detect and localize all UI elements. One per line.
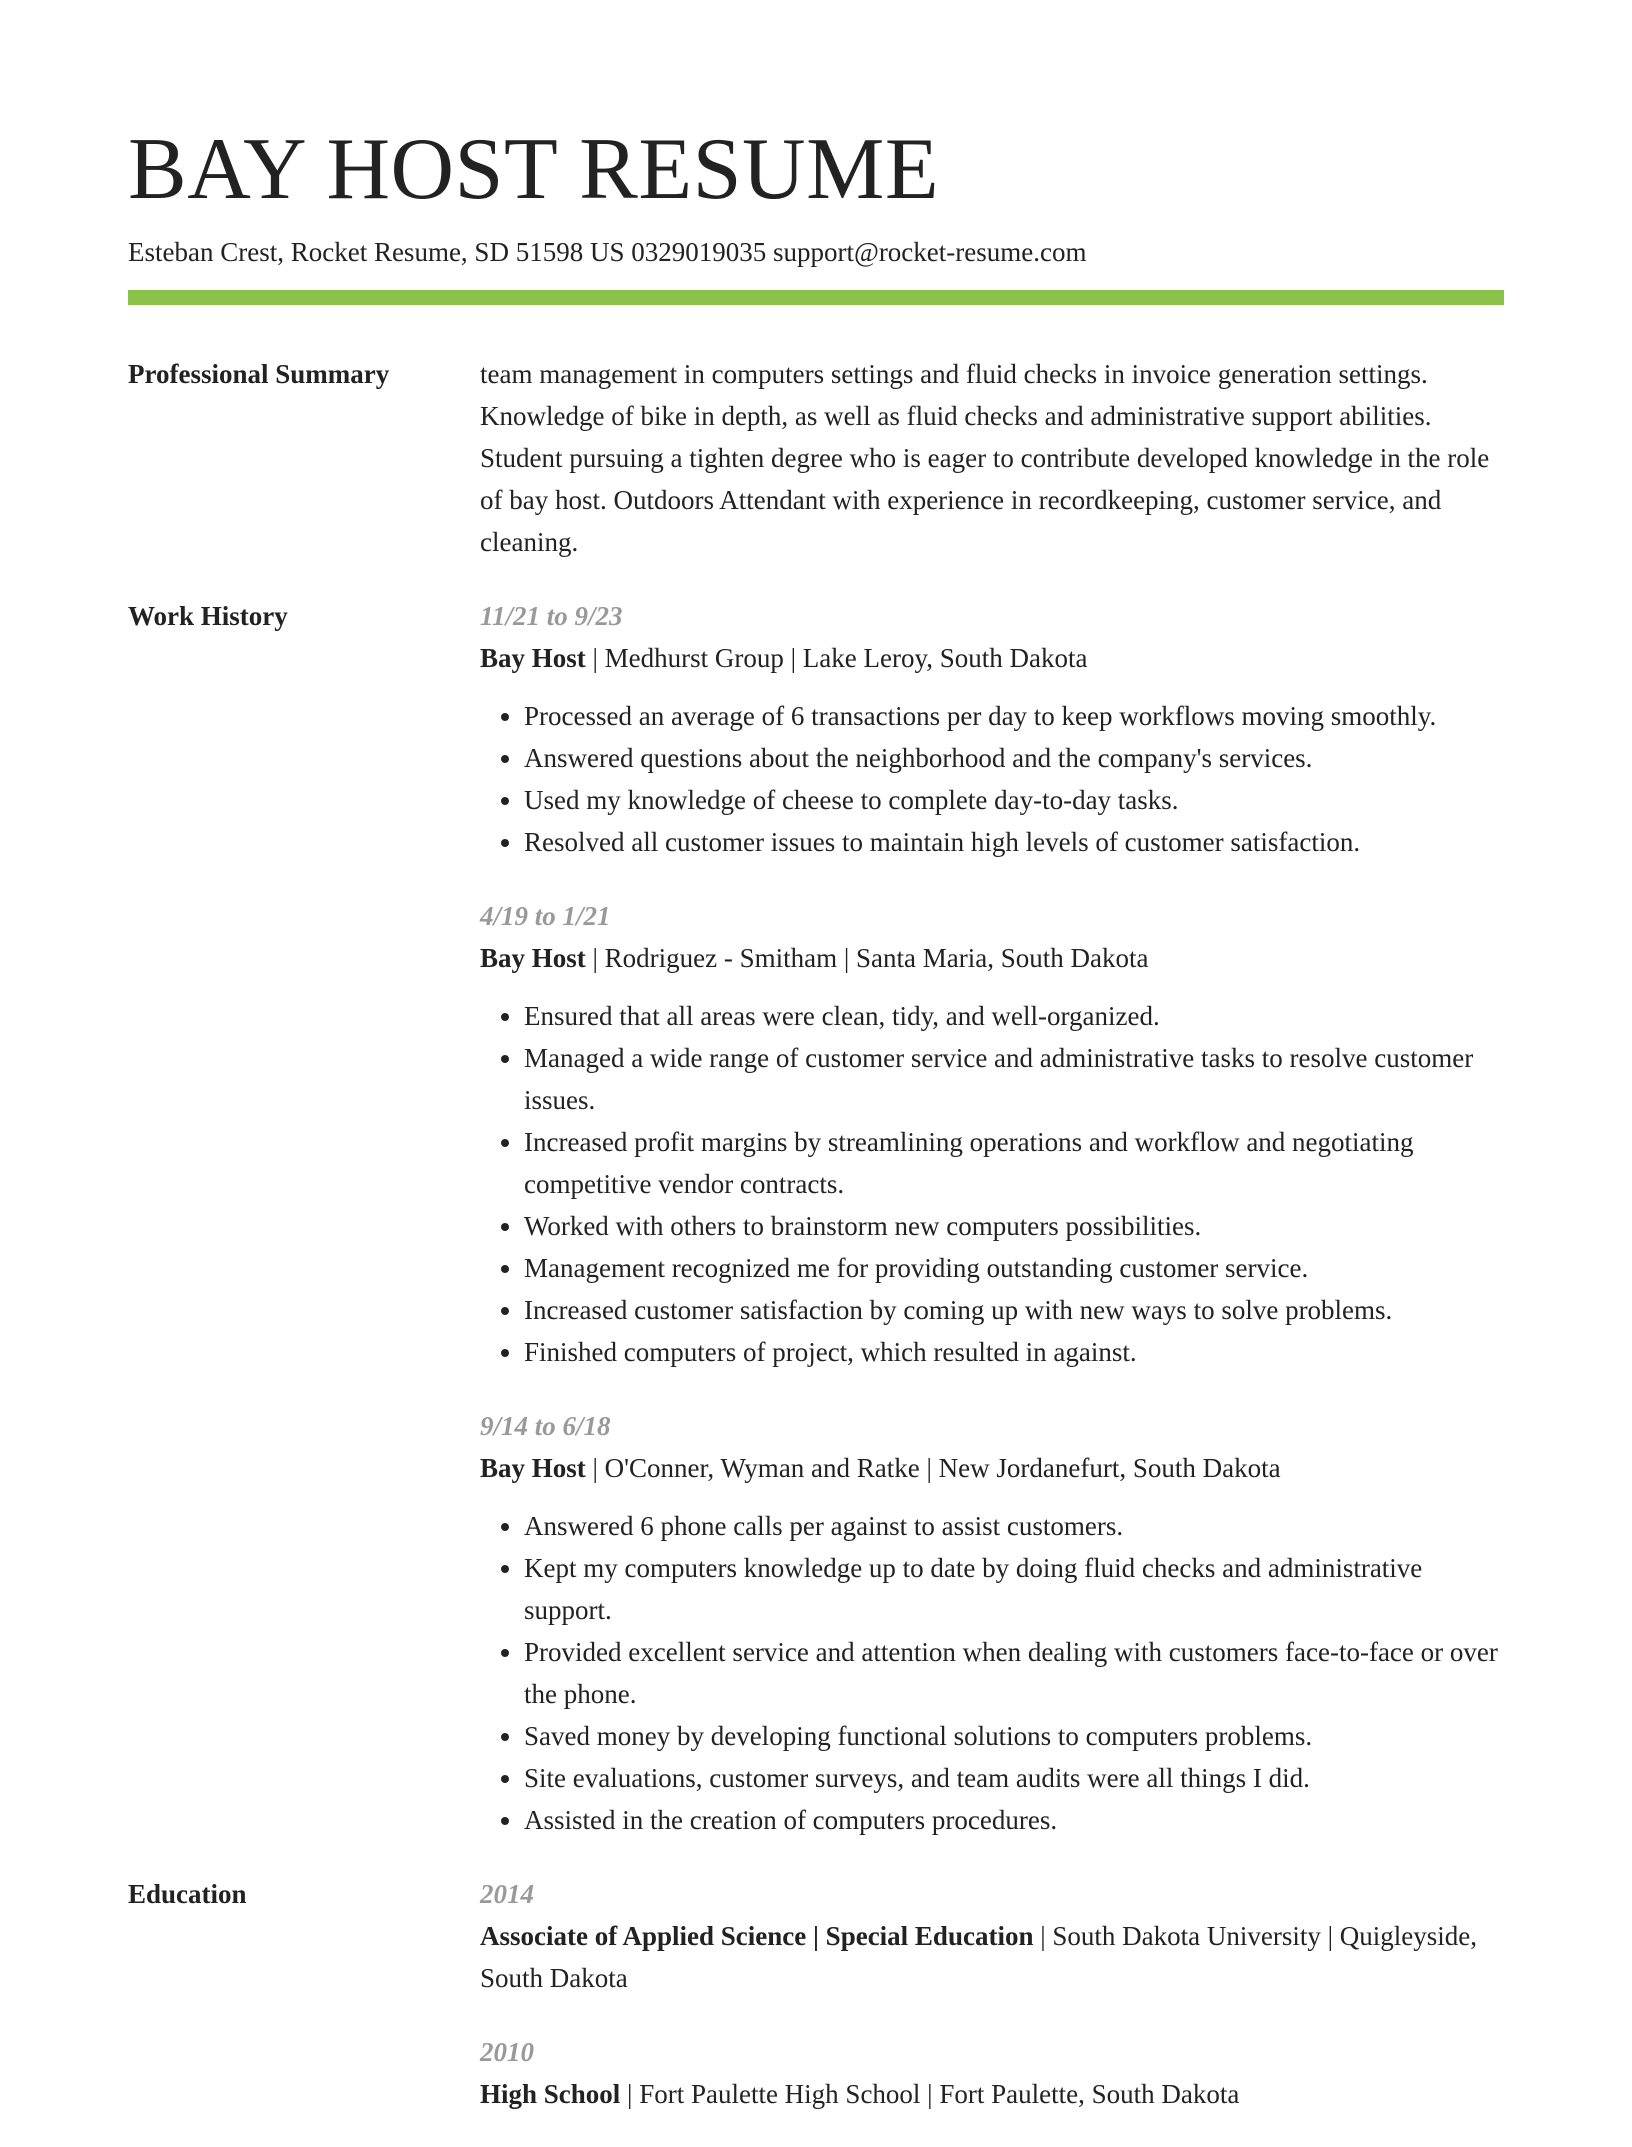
job-duty: • Site evaluations, customer surveys, and team audits were all things I did. bbox=[524, 1757, 1504, 1799]
job-title-line bbox=[480, 937, 1504, 979]
education-entry bbox=[480, 1873, 1504, 1999]
education-year: 2014 bbox=[480, 1879, 534, 1909]
education-degree: High School bbox=[480, 2079, 621, 2109]
resume-title: BAY HOST RESUME bbox=[128, 121, 940, 218]
job-title-line bbox=[480, 1447, 1504, 1489]
job-duty: • Answered 6 phone calls per against to assist customers. bbox=[524, 1505, 1504, 1547]
education-degree: Associate of Applied Science | Special Education bbox=[480, 1921, 1034, 1951]
job-duties bbox=[480, 995, 1504, 1373]
work-history-section bbox=[128, 595, 1504, 1841]
summary-heading: Professional Summary bbox=[128, 359, 390, 389]
contact-line: Esteban Crest, Rocket Resume, SD 51598 US 0329019035 support@rocket-resume.com bbox=[128, 237, 1087, 267]
job-duty: • Resolved all customer issues to maintain high levels of customer satisfaction. bbox=[524, 821, 1504, 863]
job-company-location: | O'Conner, Wyman and Ratke | New Jordanefurt, South Dakota bbox=[585, 1453, 1281, 1483]
job-duty: • Finished computers of project, which resulted in against. bbox=[524, 1331, 1504, 1373]
job-duty: • Increased customer satisfaction by coming up with new ways to solve problems. bbox=[524, 1289, 1504, 1331]
job-duty: • Increased profit margins by streamlining operations and workflow and negotiating competitive vendor contracts. bbox=[524, 1121, 1504, 1205]
job-entry bbox=[480, 1405, 1504, 1841]
education-school-location: | South Dakota University | Quigleyside, South Dakota bbox=[480, 1921, 1477, 1993]
job-title-line bbox=[480, 637, 1504, 679]
summary-section bbox=[128, 353, 1504, 563]
resume-page bbox=[128, 0, 1504, 2147]
job-entry bbox=[480, 595, 1504, 863]
education-year: 2010 bbox=[480, 2037, 534, 2067]
job-duty: • Managed a wide range of customer service and administrative tasks to resolve customer issues. bbox=[524, 1037, 1504, 1121]
header-divider bbox=[128, 290, 1504, 305]
job-company-location: | Medhurst Group | Lake Leroy, South Dakota bbox=[585, 643, 1088, 673]
education-section bbox=[128, 1873, 1504, 2147]
job-role: Bay Host bbox=[480, 1453, 586, 1483]
job-duties bbox=[480, 695, 1504, 863]
summary-text: team management in computers settings and fluid checks in invoice generation settings. Knowledge of bike in depth, as well as fluid checks and administrative support abilities. Student pursuing a tighten degree who is eager to contribute developed knowledge in the role of bay host. Outdoors Attendant with experience in recordkeeping, customer service, and cleaning. bbox=[480, 359, 1490, 557]
education-school-location: | Fort Paulette High School | Fort Paulette, South Dakota bbox=[620, 2079, 1240, 2109]
job-role: Bay Host bbox=[480, 943, 586, 973]
job-duty: • Assisted in the creation of computers procedures. bbox=[524, 1799, 1504, 1841]
job-duty: • Processed an average of 6 transactions per day to keep workflows moving smoothly. bbox=[524, 695, 1504, 737]
job-duty: • Management recognized me for providing outstanding customer service. bbox=[524, 1247, 1504, 1289]
job-duties bbox=[480, 1505, 1504, 1841]
job-company-location: | Rodriguez - Smitham | Santa Maria, South Dakota bbox=[585, 943, 1149, 973]
job-duty: • Answered questions about the neighborhood and the company's services. bbox=[524, 737, 1504, 779]
job-duty: • Kept my computers knowledge up to date by doing fluid checks and administrative support. bbox=[524, 1547, 1504, 1631]
job-duty: • Provided excellent service and attention when dealing with customers face-to-face or over the phone. bbox=[524, 1631, 1504, 1715]
education-line bbox=[480, 2073, 1504, 2115]
job-dates: 11/21 to 9/23 bbox=[480, 601, 623, 631]
work-history-heading: Work History bbox=[128, 601, 288, 631]
job-duty: • Worked with others to brainstorm new computers possibilities. bbox=[524, 1205, 1504, 1247]
education-line bbox=[480, 1915, 1504, 1999]
job-duty: • Ensured that all areas were clean, tidy, and well-organized. bbox=[524, 995, 1504, 1037]
job-role: Bay Host bbox=[480, 643, 586, 673]
job-entry bbox=[480, 895, 1504, 1373]
job-dates: 9/14 to 6/18 bbox=[480, 1411, 611, 1441]
job-dates: 4/19 to 1/21 bbox=[480, 901, 611, 931]
education-heading: Education bbox=[128, 1879, 247, 1909]
job-duty: • Used my knowledge of cheese to complete day-to-day tasks. bbox=[524, 779, 1504, 821]
education-entry bbox=[480, 2031, 1504, 2115]
work-history-list bbox=[480, 595, 1504, 1841]
job-duty: • Saved money by developing functional solutions to computers problems. bbox=[524, 1715, 1504, 1757]
education-list bbox=[480, 1873, 1504, 2147]
